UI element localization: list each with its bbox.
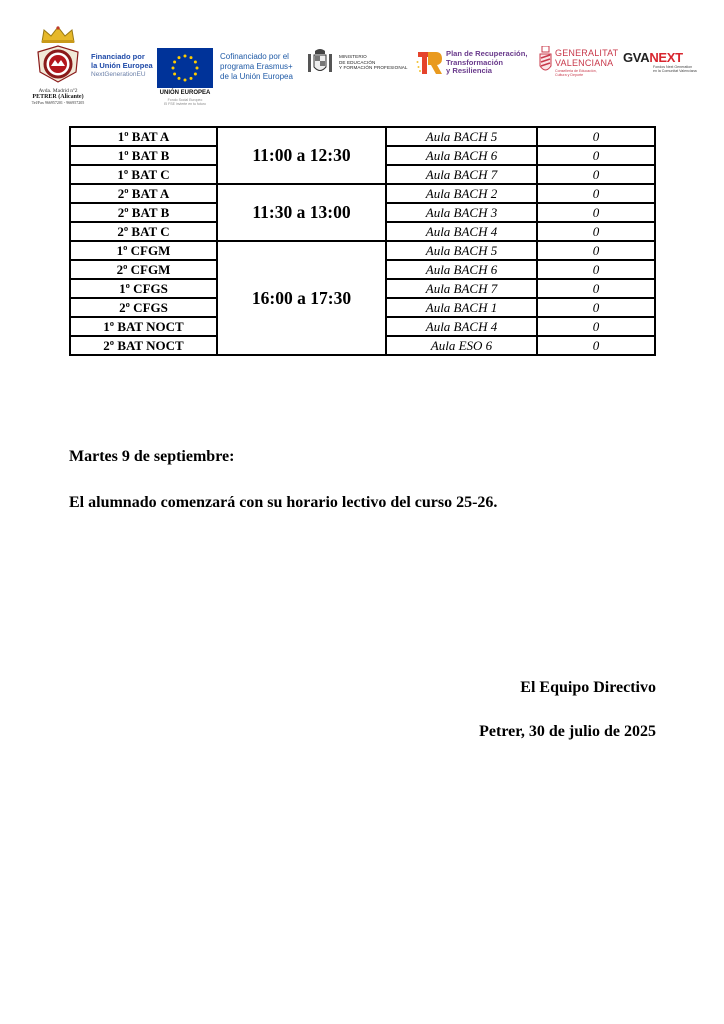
group-cell: 1º CFGM — [70, 241, 217, 260]
room-cell: Aula BACH 6 — [386, 146, 537, 165]
date-heading: Martes 9 de septiembre: — [69, 448, 235, 465]
eu-star-icon — [190, 56, 193, 59]
count-cell: 0 — [537, 165, 655, 184]
generalitat-valenciana-logo: GENERALITAT VALENCIANA Conselleria de Educación, Cultura y Deporte — [539, 44, 619, 84]
count-cell: 0 — [537, 336, 655, 355]
group-cell: 2º BAT B — [70, 203, 217, 222]
schedule-table — [69, 126, 656, 356]
eu-star-icon — [196, 67, 199, 70]
eu-star-icon — [173, 73, 176, 76]
school-crest-icon — [36, 42, 80, 86]
spain-coat-of-arms-icon — [307, 48, 333, 76]
group-cell: 1º BAT B — [70, 146, 217, 165]
header-logos — [0, 22, 724, 112]
eu-flag-logo: UNIÓN EUROPEA Fondo Social Europeo El FSE invierte en tu futuro — [157, 48, 213, 98]
signature-signer: El Equipo Directivo — [520, 679, 656, 696]
eu-flag-icon — [157, 48, 213, 88]
count-cell: 0 — [537, 127, 655, 146]
table-row — [70, 127, 655, 146]
count-cell: 0 — [537, 279, 655, 298]
signature-place-date: Petrer, 30 de julio de 2025 — [479, 723, 656, 740]
count-cell: 0 — [537, 222, 655, 241]
room-cell: Aula BACH 2 — [386, 184, 537, 203]
room-cell: Aula ESO 6 — [386, 336, 537, 355]
room-cell: Aula BACH 7 — [386, 165, 537, 184]
group-cell: 1º BAT C — [70, 165, 217, 184]
count-cell: 0 — [537, 146, 655, 165]
prtr-tr-icon — [416, 50, 444, 76]
group-cell: 1º CFGS — [70, 279, 217, 298]
notice-text: El alumnado comenzará con su horario lectivo del curso 25-26. — [69, 494, 498, 511]
gva-shield-icon — [539, 46, 552, 74]
eu-star-icon — [184, 79, 187, 82]
group-cell: 2º BAT C — [70, 222, 217, 241]
eu-star-icon — [184, 55, 187, 58]
time-cell: 11:00 a 12:30 — [217, 127, 386, 184]
group-cell: 2º BAT A — [70, 184, 217, 203]
school-logo — [22, 26, 94, 108]
gvanext-logo: GVANEXT Fondos Next Generation en la Comunitat Valenciana — [623, 50, 697, 74]
group-cell: 2º CFGM — [70, 260, 217, 279]
eu-star-icon — [178, 56, 181, 59]
time-cell: 16:00 a 17:30 — [217, 241, 386, 355]
room-cell: Aula BACH 6 — [386, 260, 537, 279]
time-cell: 11:30 a 13:00 — [217, 184, 386, 241]
count-cell: 0 — [537, 298, 655, 317]
count-cell: 0 — [537, 241, 655, 260]
room-cell: Aula BACH 7 — [386, 279, 537, 298]
count-cell: 0 — [537, 317, 655, 336]
count-cell: 0 — [537, 184, 655, 203]
group-cell: 2º BAT NOCT — [70, 336, 217, 355]
count-cell: 0 — [537, 203, 655, 222]
count-cell: 0 — [537, 260, 655, 279]
group-cell: 1º BAT NOCT — [70, 317, 217, 336]
table-row — [70, 184, 655, 203]
table-row — [70, 241, 655, 260]
ministerio-logo: MINISTERIO DE EDUCACIÓN Y FORMACIÓN PROFESIONAL — [307, 46, 417, 78]
school-address: Avda. Madrid nº2 PETRER (Alicante) Tel/Fax 966957201 - 966957205 — [31, 88, 85, 105]
eu-star-icon — [178, 77, 181, 80]
eu-star-icon — [173, 61, 176, 64]
room-cell: Aula BACH 3 — [386, 203, 537, 222]
eu-star-icon — [190, 77, 193, 80]
room-cell: Aula BACH 1 — [386, 298, 537, 317]
room-cell: Aula BACH 4 — [386, 317, 537, 336]
room-cell: Aula BACH 5 — [386, 127, 537, 146]
room-cell: Aula BACH 4 — [386, 222, 537, 241]
group-cell: 2º CFGS — [70, 298, 217, 317]
eu-star-icon — [194, 61, 197, 64]
eu-star-icon — [194, 73, 197, 76]
funding-eu-logo: Financiado por la Unión Europea NextGenerationEU — [91, 52, 153, 78]
group-cell: 1º BAT A — [70, 127, 217, 146]
erasmus-logo: Cofinanciado por el programa Erasmus+ de la Unión Europea — [220, 52, 293, 81]
eu-star-icon — [172, 67, 175, 70]
room-cell: Aula BACH 5 — [386, 241, 537, 260]
prtr-logo: Plan de Recuperación, Transformación y Resiliencia — [416, 48, 531, 80]
